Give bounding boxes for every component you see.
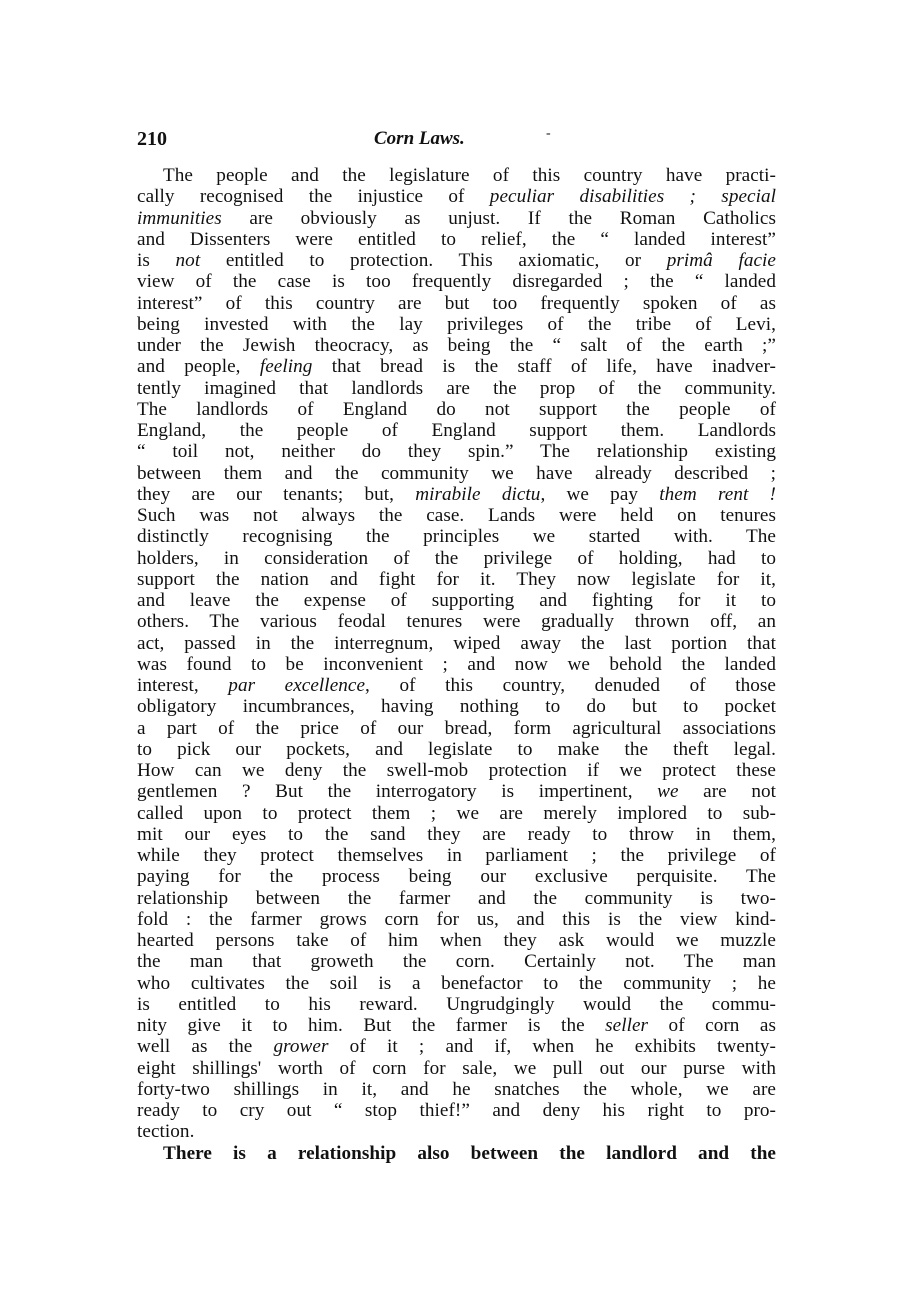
text-line [137,1036,776,1057]
text-segment: called upon to protect them ; we are merely implored to sub- [137,802,776,824]
text-segment: forty-two shillings in it, and he snatches the whole, we are [137,1078,776,1100]
text-line [137,675,776,696]
italic-text: them rent ! [659,483,777,505]
text-segment: the man that groweth the corn. Certainly not. The man [137,951,776,973]
text-segment: between them and the community we have already described ; [137,462,776,484]
text-segment: of it ; and if, when he exhibits twenty- [328,1036,776,1058]
text-segment: well as the [137,1036,274,1058]
text-segment: distinctly recognising the principles we started with. The [137,526,776,548]
text-segment: a part of the price of our bread, form agricultural associations [137,717,776,739]
text-line [137,271,776,292]
text-segment: support the nation and fight for it. They now legislate for it, [137,568,776,590]
text-segment: of corn as [648,1015,776,1036]
italic-text: grower [273,1036,329,1058]
text-line [137,739,776,760]
body-text [137,165,776,1164]
text-line [137,994,776,1015]
text-line [137,314,776,335]
text-line [137,441,776,462]
text-line [137,399,776,420]
text-segment: relationship between the farmer and the community is two- [137,887,776,909]
text-line [137,186,776,207]
text-segment: eight shillings' worth of corn for sale, we pull out our purse with [137,1057,776,1079]
text-segment: There is a relationship also between the landlord and the [163,1142,776,1164]
italic-text: par excellence [228,675,366,696]
text-segment: hearted persons take of him when they ask would we muzzle [137,930,776,951]
text-line [137,888,776,909]
page-number: 210 [137,128,167,150]
italic-text: mirabile dictu [415,483,541,505]
text-line [137,973,776,994]
text-segment: interest” of this country are but too frequently spoken of as [137,292,776,314]
text-segment: is entitled to his reward. Ungrudgingly would the commu- [137,993,776,1015]
text-segment: How can we deny the swell-mob protection if we protect these [137,760,776,781]
stray-mark: - [546,126,551,141]
text-line [137,1015,776,1036]
text-line [137,909,776,930]
text-segment: , we pay [540,483,660,505]
text-line [137,718,776,739]
text-segment: and people, [137,356,260,378]
text-line [137,548,776,569]
text-segment: ready to cry out “ stop thief!” and deny his right to pro- [137,1100,776,1121]
text-line [137,781,776,802]
text-line [137,569,776,590]
text-line [137,611,776,632]
text-segment: who cultivates the soil is a benefactor to the community ; he [137,972,776,994]
text-segment: while they protect themselves in parliament ; the privilege of [137,845,776,866]
text-segment: to pick our pockets, and legislate to make the theft legal. [137,738,776,760]
text-segment: fold : the farmer grows corn for us, and this is the view kind- [137,908,776,930]
text-line [137,484,776,505]
text-line [137,1058,776,1079]
text-segment: The landlords of England do not support the people of [137,398,776,420]
text-segment: England, the people of England support them. Landlords [137,420,776,441]
italic-text: seller [605,1015,649,1036]
text-segment: “ toil not, neither do they spin.” The relationship existing [137,441,776,463]
text-line [137,1143,776,1164]
running-title: Corn Laws. [374,128,465,149]
text-segment: view of the case is too frequently disregarded ; the “ landed [137,271,776,293]
text-line [137,866,776,887]
text-segment: others. The various feodal tenures were gradually thrown off, an [137,611,776,633]
text-segment: tently imagined that landlords are the prop of the community. [137,377,776,399]
text-segment: entitled to protection. This axiomatic, or [200,250,667,271]
running-head [137,128,776,152]
text-segment: paying for the process being our exclusive perquisite. The [137,866,776,888]
text-line [137,505,776,526]
text-line [137,760,776,781]
text-line [137,654,776,675]
italic-text: not [175,250,201,271]
text-segment: is [137,250,176,271]
text-segment: they are our tenants; but, [137,483,416,505]
text-line [137,951,776,972]
text-segment: tection. [137,1121,195,1143]
text-segment: was found to be inconvenient ; and now we behold the landed [137,653,776,675]
text-line [137,1121,776,1142]
italic-text: peculiar disabilities ; special [489,186,776,208]
text-segment: are obviously as unjust. If the Roman Catholics [221,207,776,229]
text-line [137,845,776,866]
italic-text: feeling [259,356,313,378]
text-segment: gentlemen ? But the interrogatory is impertinent, [137,781,658,803]
text-line [137,1100,776,1121]
text-segment: , of this country, denuded of those [365,675,776,696]
text-segment: are not [678,781,776,803]
text-line [137,930,776,951]
text-line [137,824,776,845]
text-segment: being invested with the lay privileges of the tribe of Levi, [137,313,776,335]
text-line [137,696,776,717]
italic-text: we [657,781,679,803]
text-line [137,356,776,377]
text-segment: interest, [137,675,229,696]
italic-text: primâ facie [666,250,776,271]
text-segment: The people and the legislature of this country have practi- [163,165,776,186]
text-segment: holders, in consideration of the privilege of holding, had to [137,547,776,569]
text-segment: that bread is the staff of life, have inadver- [312,356,776,378]
text-line [137,250,776,271]
text-line [137,378,776,399]
text-line [137,463,776,484]
text-line [137,1079,776,1100]
text-segment: and Dissenters were entitled to relief, the “ landed interest” [137,228,776,250]
text-segment: nity give it to him. But the farmer is the [137,1015,606,1036]
text-line [137,335,776,356]
text-line [137,165,776,186]
text-line [137,590,776,611]
text-line [137,526,776,547]
text-segment: obligatory incumbrances, having nothing to do but to pocket [137,696,776,718]
text-line [137,208,776,229]
text-segment: act, passed in the interregnum, wiped away the last portion that [137,632,776,654]
text-segment: mit our eyes to the sand they are ready to throw in them, [137,823,776,845]
text-segment: cally recognised the injustice of [137,186,490,208]
text-segment: and leave the expense of supporting and fighting for it to [137,590,776,611]
text-segment: Such was not always the case. Lands were held on tenures [137,505,776,526]
text-segment: under the Jewish theocracy, as being the “ salt of the earth ;” [137,335,776,356]
text-line [137,633,776,654]
text-line [137,420,776,441]
italic-text: immunities [137,207,222,229]
text-line [137,293,776,314]
text-line [137,803,776,824]
text-line [137,229,776,250]
